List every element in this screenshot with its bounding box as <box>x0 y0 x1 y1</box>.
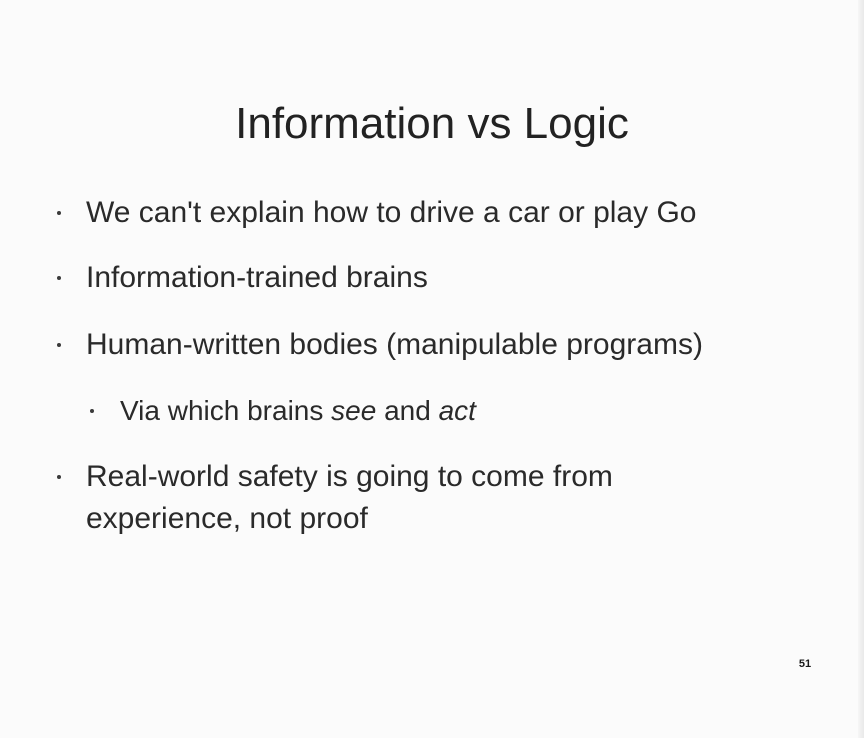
bullet-dot <box>90 409 94 413</box>
bullet-text-line2: experience, not proof <box>86 502 368 535</box>
bullet-text: Information-trained brains <box>86 261 428 294</box>
bullet-dot <box>57 211 61 215</box>
page-number: 51 <box>798 658 812 670</box>
sub-bullet-see: see <box>331 395 377 426</box>
sub-bullet-text <box>120 390 476 432</box>
bullet-dot <box>57 343 61 347</box>
bullet-text: Human-written bodies (manipulable programs) <box>86 328 703 361</box>
bullet-text: We can't explain how to drive a car or play Go <box>86 196 697 229</box>
sub-bullet-middle: and <box>376 395 439 426</box>
sub-bullet-prefix: Via which brains <box>120 395 332 426</box>
bullet-dot <box>57 276 61 280</box>
bullet-text-line1: Real-world safety is going to come from <box>86 460 613 493</box>
slide-title: Information vs Logic <box>235 99 629 148</box>
bullet-dot <box>57 475 61 479</box>
sub-bullet-act: act <box>438 395 476 426</box>
